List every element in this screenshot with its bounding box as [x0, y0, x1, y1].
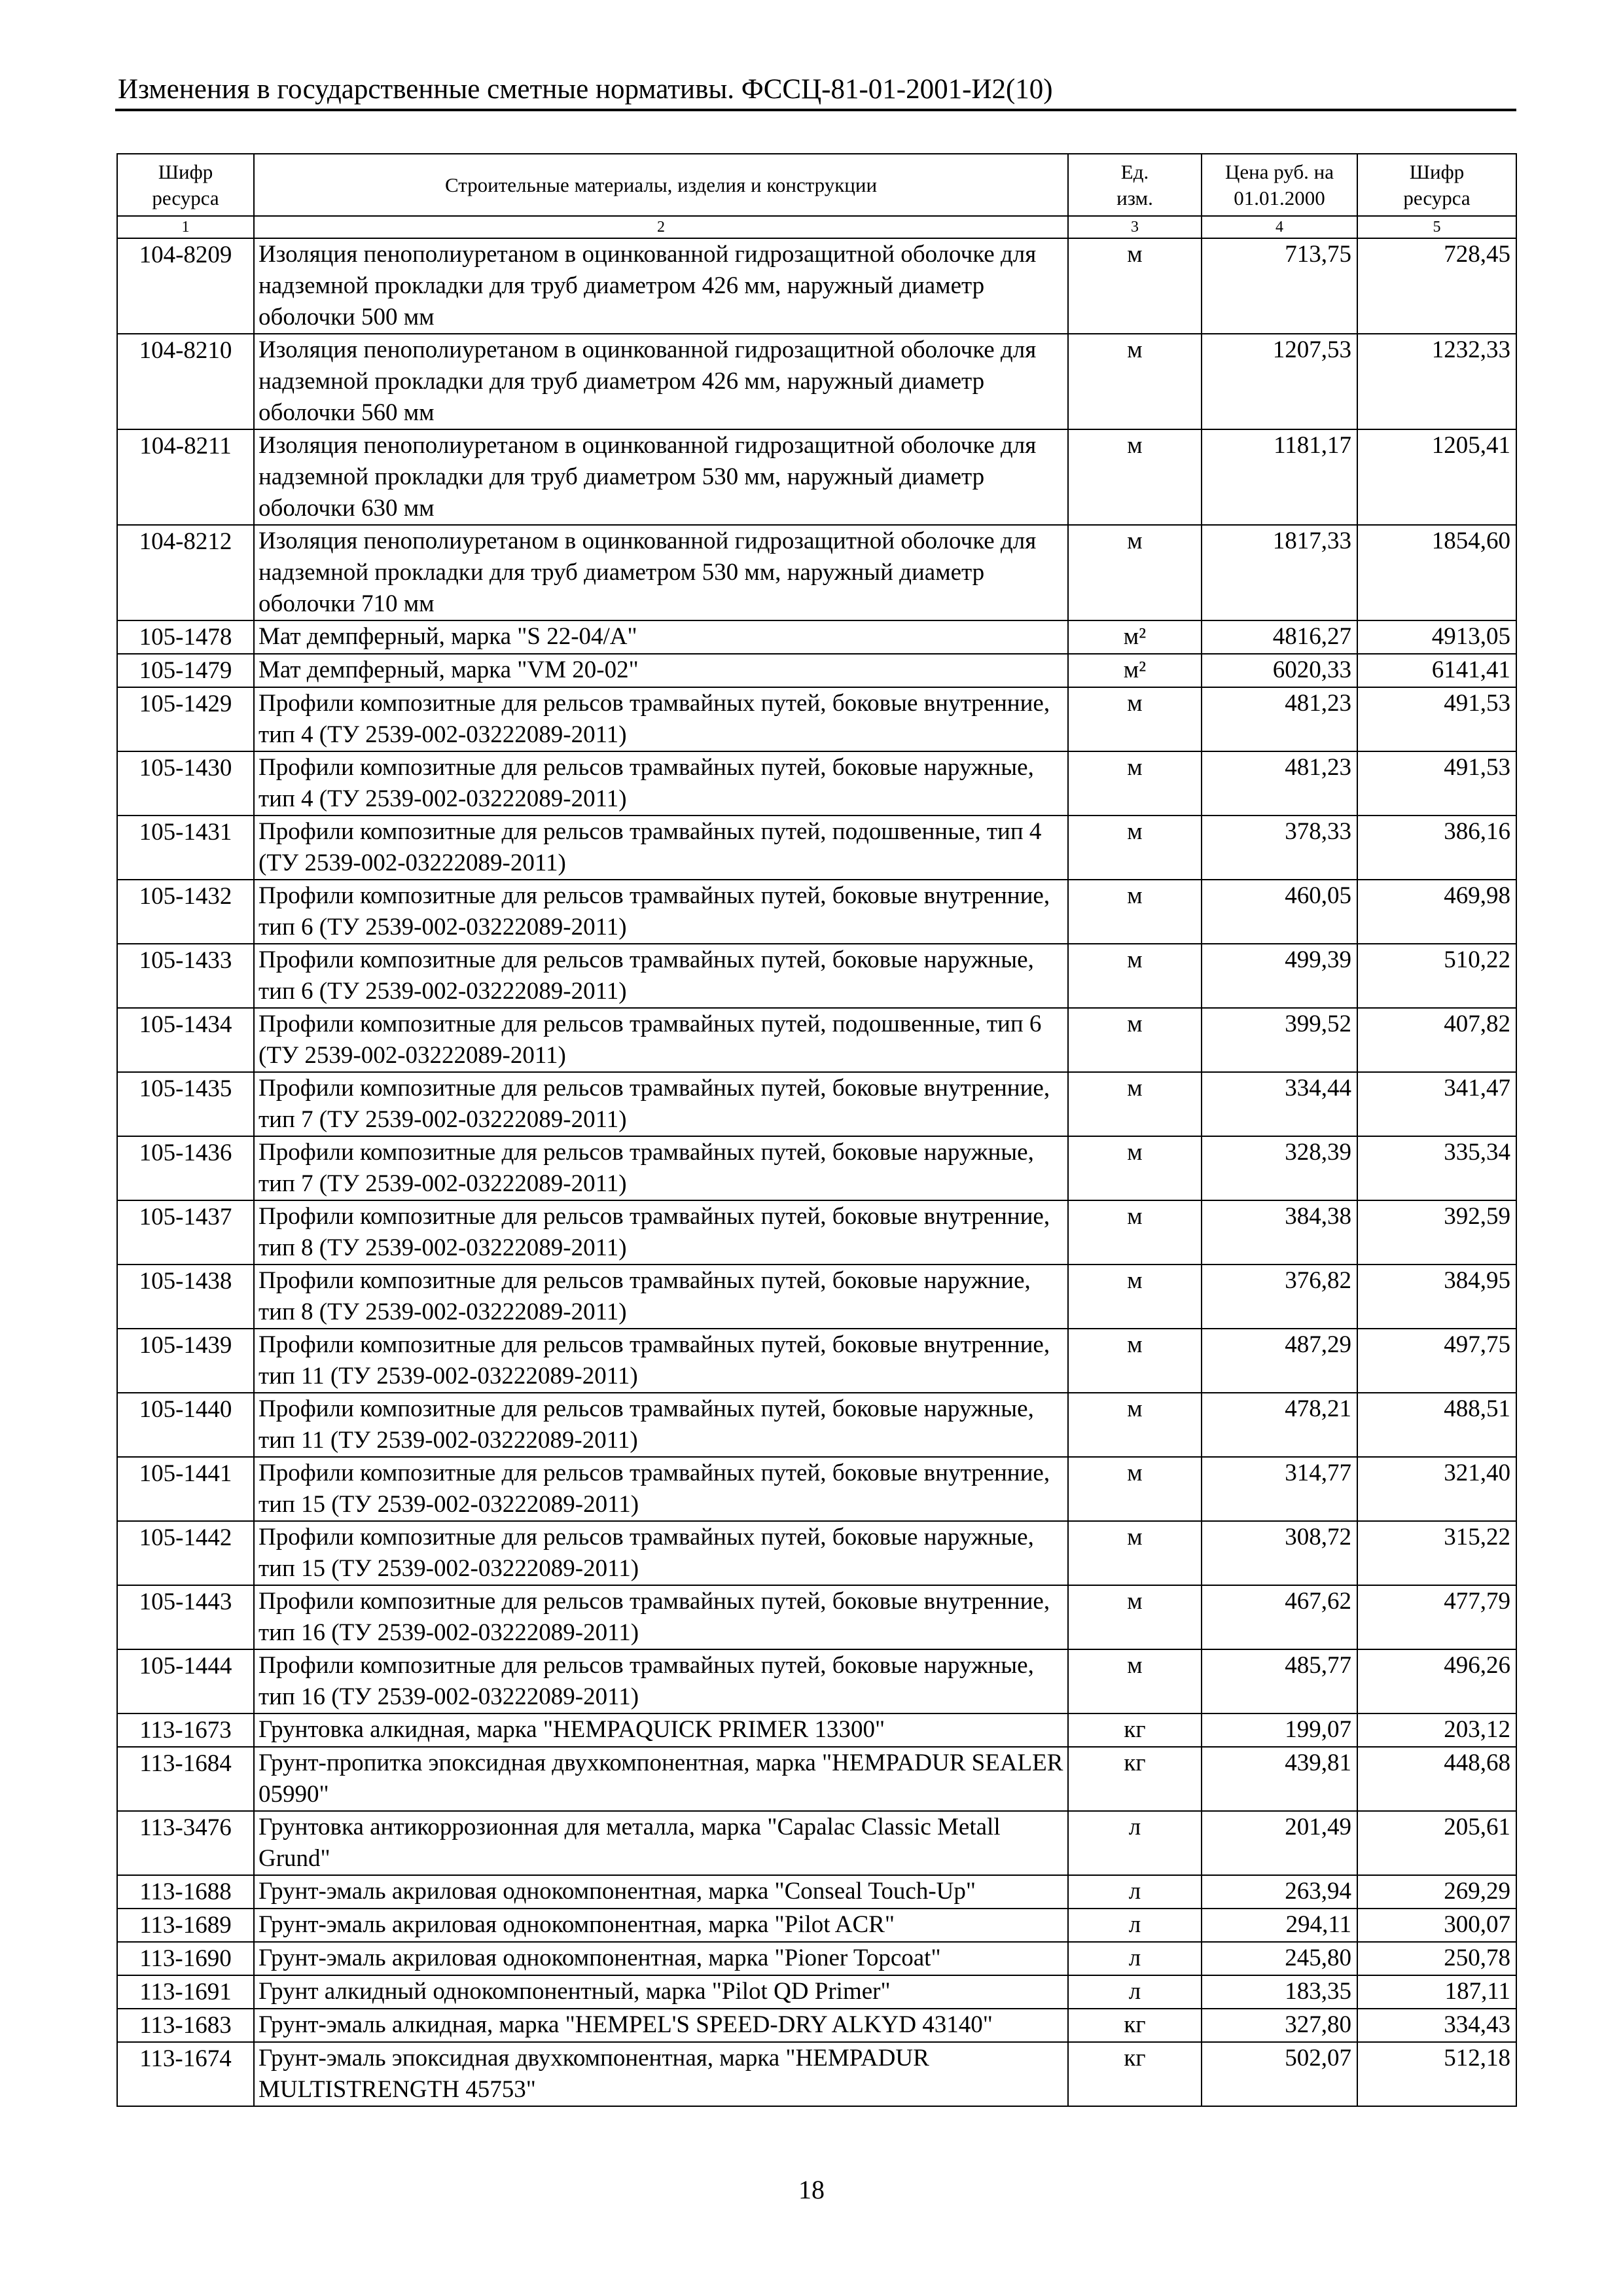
material-name-cell: Профили композитные для рельсов трамвайных путей, боковые наружные, тип 6 (ТУ 2539-002-03222089-2011): [254, 944, 1068, 1008]
unit-cell: м: [1068, 429, 1202, 525]
header-divider: [115, 109, 1516, 111]
price-resource-cell: 335,34: [1357, 1136, 1516, 1200]
price-cell: 1207,53: [1202, 334, 1357, 429]
material-name-cell: Профили композитные для рельсов трамвайных путей, боковые наружные, тип 16 (ТУ 2539-002-03222089-2011): [254, 1649, 1068, 1713]
table-row: [117, 238, 1516, 334]
resource-code-cell: 113-1674: [117, 2042, 254, 2106]
resource-code-cell: 105-1444: [117, 1649, 254, 1713]
price-cell: 485,77: [1202, 1649, 1357, 1713]
unit-cell: м: [1068, 1329, 1202, 1393]
price-cell: 199,07: [1202, 1713, 1357, 1747]
price-cell: 376,82: [1202, 1265, 1357, 1329]
price-table: [116, 153, 1517, 2107]
price-cell: 334,44: [1202, 1072, 1357, 1136]
price-cell: 327,80: [1202, 2009, 1357, 2042]
unit-cell: л: [1068, 1975, 1202, 2009]
table-row: [117, 1521, 1516, 1585]
unit-cell: м: [1068, 1649, 1202, 1713]
table-row: [117, 944, 1516, 1008]
price-cell: 4816,27: [1202, 620, 1357, 654]
price-cell: 201,49: [1202, 1811, 1357, 1875]
table-row: [117, 1329, 1516, 1393]
column-header: Шифр ресурса: [117, 154, 254, 216]
resource-code-cell: 105-1436: [117, 1136, 254, 1200]
unit-cell: м: [1068, 334, 1202, 429]
material-name-cell: Профили композитные для рельсов трамвайных путей, боковые наружные, тип 11 (ТУ 2539-002-03222089-2011): [254, 1393, 1068, 1457]
table-row: [117, 334, 1516, 429]
price-cell: 314,77: [1202, 1457, 1357, 1521]
material-name-cell: Профили композитные для рельсов трамвайных путей, боковые внутренние, тип 6 (ТУ 2539-002-03222089-2011): [254, 880, 1068, 944]
price-cell: 245,80: [1202, 1942, 1357, 1975]
price-resource-cell: 187,11: [1357, 1975, 1516, 2009]
price-cell: 399,52: [1202, 1008, 1357, 1072]
price-resource-cell: 205,61: [1357, 1811, 1516, 1875]
price-resource-cell: 1854,60: [1357, 525, 1516, 620]
resource-code-cell: 105-1478: [117, 620, 254, 654]
unit-cell: м: [1068, 1136, 1202, 1200]
table-row: [117, 1713, 1516, 1747]
resource-code-cell: 105-1437: [117, 1200, 254, 1265]
price-cell: 499,39: [1202, 944, 1357, 1008]
table-row: [117, 1008, 1516, 1072]
unit-cell: кг: [1068, 1747, 1202, 1811]
column-number-row: [117, 216, 1516, 238]
material-name-cell: Профили композитные для рельсов трамвайных путей, боковые внутренние, тип 8 (ТУ 2539-002-03222089-2011): [254, 1200, 1068, 1265]
material-name-cell: Профили композитные для рельсов трамвайных путей, подошвенные, тип 6 (ТУ 2539-002-03222089-2011): [254, 1008, 1068, 1072]
price-resource-cell: 4913,05: [1357, 620, 1516, 654]
resource-code-cell: 105-1438: [117, 1265, 254, 1329]
unit-cell: м: [1068, 816, 1202, 880]
price-resource-cell: 496,26: [1357, 1649, 1516, 1713]
resource-code-cell: 105-1434: [117, 1008, 254, 1072]
table-row: [117, 1942, 1516, 1975]
price-cell: 1817,33: [1202, 525, 1357, 620]
table-row: [117, 2009, 1516, 2042]
price-resource-cell: 1205,41: [1357, 429, 1516, 525]
material-name-cell: Профили композитные для рельсов трамвайных путей, подошвенные, тип 4 (ТУ 2539-002-03222089-2011): [254, 816, 1068, 880]
resource-code-cell: 104-8209: [117, 238, 254, 334]
price-cell: 384,38: [1202, 1200, 1357, 1265]
price-cell: 502,07: [1202, 2042, 1357, 2106]
table-row: [117, 1072, 1516, 1136]
price-resource-cell: 334,43: [1357, 2009, 1516, 2042]
column-header: Строительные материалы, изделия и конструкции: [254, 154, 1068, 216]
resource-code-cell: 113-3476: [117, 1811, 254, 1875]
material-name-cell: Грунт-эмаль алкидная, марка "HEMPEL'S SPEED-DRY ALKYD 43140": [254, 2009, 1068, 2042]
unit-cell: м: [1068, 1585, 1202, 1649]
price-resource-cell: 448,68: [1357, 1747, 1516, 1811]
material-name-cell: Профили композитные для рельсов трамвайных путей, боковые внутренние, тип 15 (ТУ 2539-002-03222089-2011): [254, 1457, 1068, 1521]
page-header-title: Изменения в государственные сметные нормативы. ФССЦ-81-01-2001-И2(10): [118, 74, 1053, 105]
material-name-cell: Мат демпферный, марка "S 22-04/A": [254, 620, 1068, 654]
price-resource-cell: 250,78: [1357, 1942, 1516, 1975]
material-name-cell: Грунтовка антикоррозионная для металла, марка "Capalac Classic Metall Grund": [254, 1811, 1068, 1875]
price-resource-cell: 269,29: [1357, 1875, 1516, 1909]
table-row: [117, 1457, 1516, 1521]
price-resource-cell: 203,12: [1357, 1713, 1516, 1747]
table-row: [117, 1909, 1516, 1942]
price-cell: 481,23: [1202, 751, 1357, 816]
table-row: [117, 1585, 1516, 1649]
table-row: [117, 816, 1516, 880]
table-row: [117, 687, 1516, 751]
column-number: 1: [117, 216, 254, 238]
price-cell: 183,35: [1202, 1975, 1357, 2009]
resource-code-cell: 113-1673: [117, 1713, 254, 1747]
price-cell: 460,05: [1202, 880, 1357, 944]
price-cell: 439,81: [1202, 1747, 1357, 1811]
material-name-cell: Грунт-эмаль акриловая однокомпонентная, марка "Conseal Touch-Up": [254, 1875, 1068, 1909]
price-resource-cell: 384,95: [1357, 1265, 1516, 1329]
page-number: 18: [798, 2175, 825, 2204]
resource-code-cell: 105-1440: [117, 1393, 254, 1457]
table-row: [117, 1747, 1516, 1811]
resource-code-cell: 105-1432: [117, 880, 254, 944]
price-cell: 1181,17: [1202, 429, 1357, 525]
unit-cell: м: [1068, 880, 1202, 944]
price-resource-cell: 477,79: [1357, 1585, 1516, 1649]
price-resource-cell: 392,59: [1357, 1200, 1516, 1265]
table-row: [117, 654, 1516, 687]
price-resource-cell: 512,18: [1357, 2042, 1516, 2106]
material-name-cell: Профили композитные для рельсов трамвайных путей, боковые наружные, тип 7 (ТУ 2539-002-03222089-2011): [254, 1136, 1068, 1200]
resource-code-cell: 105-1431: [117, 816, 254, 880]
material-name-cell: Профили композитные для рельсов трамвайных путей, боковые внутренние, тип 16 (ТУ 2539-002-03222089-2011): [254, 1585, 1068, 1649]
table-row: [117, 1393, 1516, 1457]
resource-code-cell: 105-1479: [117, 654, 254, 687]
resource-code-cell: 105-1442: [117, 1521, 254, 1585]
resource-code-cell: 105-1439: [117, 1329, 254, 1393]
price-resource-cell: 469,98: [1357, 880, 1516, 944]
material-name-cell: Грунт алкидный однокомпонентный, марка "Pilot QD Primer": [254, 1975, 1068, 2009]
resource-code-cell: 105-1441: [117, 1457, 254, 1521]
price-cell: 263,94: [1202, 1875, 1357, 1909]
price-resource-cell: 315,22: [1357, 1521, 1516, 1585]
price-resource-cell: 321,40: [1357, 1457, 1516, 1521]
unit-cell: м: [1068, 1072, 1202, 1136]
price-resource-cell: 6141,41: [1357, 654, 1516, 687]
resource-code-cell: 105-1443: [117, 1585, 254, 1649]
column-number: 4: [1202, 216, 1357, 238]
material-name-cell: Профили композитные для рельсов трамвайных путей, боковые наружные, тип 4 (ТУ 2539-002-03222089-2011): [254, 751, 1068, 816]
unit-cell: м: [1068, 751, 1202, 816]
resource-code-cell: 105-1430: [117, 751, 254, 816]
column-number: 3: [1068, 216, 1202, 238]
price-cell: 6020,33: [1202, 654, 1357, 687]
material-name-cell: Изоляция пенополиуретаном в оцинкованной гидрозащитной оболочке для надземной прокладки для труб диаметром 530 мм, наружный диаметр оболочки 630 мм: [254, 429, 1068, 525]
material-name-cell: Грунт-пропитка эпоксидная двухкомпонентная, марка "HEMPADUR SEALER 05990": [254, 1747, 1068, 1811]
price-resource-cell: 386,16: [1357, 816, 1516, 880]
resource-code-cell: 113-1684: [117, 1747, 254, 1811]
resource-code-cell: 113-1683: [117, 2009, 254, 2042]
material-name-cell: Профили композитные для рельсов трамвайных путей, боковые внутренние, тип 4 (ТУ 2539-002-03222089-2011): [254, 687, 1068, 751]
price-resource-cell: 341,47: [1357, 1072, 1516, 1136]
price-resource-cell: 728,45: [1357, 238, 1516, 334]
resource-code-cell: 104-8210: [117, 334, 254, 429]
table-row: [117, 1136, 1516, 1200]
unit-cell: л: [1068, 1942, 1202, 1975]
unit-cell: м: [1068, 1265, 1202, 1329]
material-name-cell: Изоляция пенополиуретаном в оцинкованной гидрозащитной оболочке для надземной прокладки для труб диаметром 530 мм, наружный диаметр оболочки 710 мм: [254, 525, 1068, 620]
resource-code-cell: 105-1433: [117, 944, 254, 1008]
unit-cell: м: [1068, 687, 1202, 751]
table-row: [117, 880, 1516, 944]
table-row: [117, 1265, 1516, 1329]
unit-cell: м: [1068, 238, 1202, 334]
price-resource-cell: 300,07: [1357, 1909, 1516, 1942]
column-header: Ед. изм.: [1068, 154, 1202, 216]
table-row: [117, 1975, 1516, 2009]
resource-code-cell: 113-1690: [117, 1942, 254, 1975]
column-number: 5: [1357, 216, 1516, 238]
table-row: [117, 525, 1516, 620]
resource-code-cell: 113-1689: [117, 1909, 254, 1942]
price-resource-cell: 491,53: [1357, 687, 1516, 751]
unit-cell: кг: [1068, 2009, 1202, 2042]
price-cell: 378,33: [1202, 816, 1357, 880]
price-cell: 713,75: [1202, 238, 1357, 334]
table-row: [117, 429, 1516, 525]
material-name-cell: Грунт-эмаль акриловая однокомпонентная, марка "Pilot ACR": [254, 1909, 1068, 1942]
price-resource-cell: 510,22: [1357, 944, 1516, 1008]
unit-cell: м: [1068, 1393, 1202, 1457]
table-body: [117, 238, 1516, 2106]
material-name-cell: Изоляция пенополиуретаном в оцинкованной гидрозащитной оболочке для надземной прокладки для труб диаметром 426 мм, наружный диаметр оболочки 500 мм: [254, 238, 1068, 334]
resource-code-cell: 113-1688: [117, 1875, 254, 1909]
table-header-row: [117, 154, 1516, 216]
price-cell: 308,72: [1202, 1521, 1357, 1585]
column-header: Шифр ресурса: [1357, 154, 1516, 216]
resource-code-cell: 104-8212: [117, 525, 254, 620]
price-resource-cell: 491,53: [1357, 751, 1516, 816]
price-cell: 328,39: [1202, 1136, 1357, 1200]
material-name-cell: Профили композитные для рельсов трамвайных путей, боковые наружние, тип 8 (ТУ 2539-002-03222089-2011): [254, 1265, 1068, 1329]
column-header: Цена руб. на 01.01.2000: [1202, 154, 1357, 216]
material-name-cell: Мат демпферный, марка "VM 20-02": [254, 654, 1068, 687]
price-cell: 481,23: [1202, 687, 1357, 751]
material-name-cell: Грунт-эмаль акриловая однокомпонентная, марка "Pioner Topcoat": [254, 1942, 1068, 1975]
table-row: [117, 1875, 1516, 1909]
resource-code-cell: 105-1429: [117, 687, 254, 751]
unit-cell: л: [1068, 1811, 1202, 1875]
table-row: [117, 2042, 1516, 2106]
unit-cell: м: [1068, 1200, 1202, 1265]
material-name-cell: Изоляция пенополиуретаном в оцинкованной гидрозащитной оболочке для надземной прокладки для труб диаметром 426 мм, наружный диаметр оболочки 560 мм: [254, 334, 1068, 429]
material-name-cell: Профили композитные для рельсов трамвайных путей, боковые наружные, тип 15 (ТУ 2539-002-03222089-2011): [254, 1521, 1068, 1585]
unit-cell: м: [1068, 1457, 1202, 1521]
unit-cell: м: [1068, 1008, 1202, 1072]
price-cell: 478,21: [1202, 1393, 1357, 1457]
unit-cell: кг: [1068, 2042, 1202, 2106]
table-row: [117, 1811, 1516, 1875]
price-resource-cell: 407,82: [1357, 1008, 1516, 1072]
resource-code-cell: 113-1691: [117, 1975, 254, 2009]
unit-cell: м²: [1068, 620, 1202, 654]
table-row: [117, 1649, 1516, 1713]
table-row: [117, 620, 1516, 654]
column-number: 2: [254, 216, 1068, 238]
material-name-cell: Профили композитные для рельсов трамвайных путей, боковые внутренние, тип 11 (ТУ 2539-002-03222089-2011): [254, 1329, 1068, 1393]
price-resource-cell: 497,75: [1357, 1329, 1516, 1393]
unit-cell: м: [1068, 1521, 1202, 1585]
price-cell: 294,11: [1202, 1909, 1357, 1942]
unit-cell: м: [1068, 525, 1202, 620]
resource-code-cell: 104-8211: [117, 429, 254, 525]
unit-cell: л: [1068, 1875, 1202, 1909]
table-row: [117, 751, 1516, 816]
table-row: [117, 1200, 1516, 1265]
material-name-cell: Грунт-эмаль эпоксидная двухкомпонентная, марка "HEMPADUR MULTISTRENGTH 45753": [254, 2042, 1068, 2106]
material-name-cell: Профили композитные для рельсов трамвайных путей, боковые внутренние, тип 7 (ТУ 2539-002-03222089-2011): [254, 1072, 1068, 1136]
resource-code-cell: 105-1435: [117, 1072, 254, 1136]
unit-cell: м: [1068, 944, 1202, 1008]
price-resource-cell: 1232,33: [1357, 334, 1516, 429]
unit-cell: л: [1068, 1909, 1202, 1942]
price-cell: 487,29: [1202, 1329, 1357, 1393]
material-name-cell: Грунтовка алкидная, марка "HEMPAQUICK PRIMER 13300": [254, 1713, 1068, 1747]
unit-cell: кг: [1068, 1713, 1202, 1747]
unit-cell: м²: [1068, 654, 1202, 687]
price-cell: 467,62: [1202, 1585, 1357, 1649]
price-resource-cell: 488,51: [1357, 1393, 1516, 1457]
